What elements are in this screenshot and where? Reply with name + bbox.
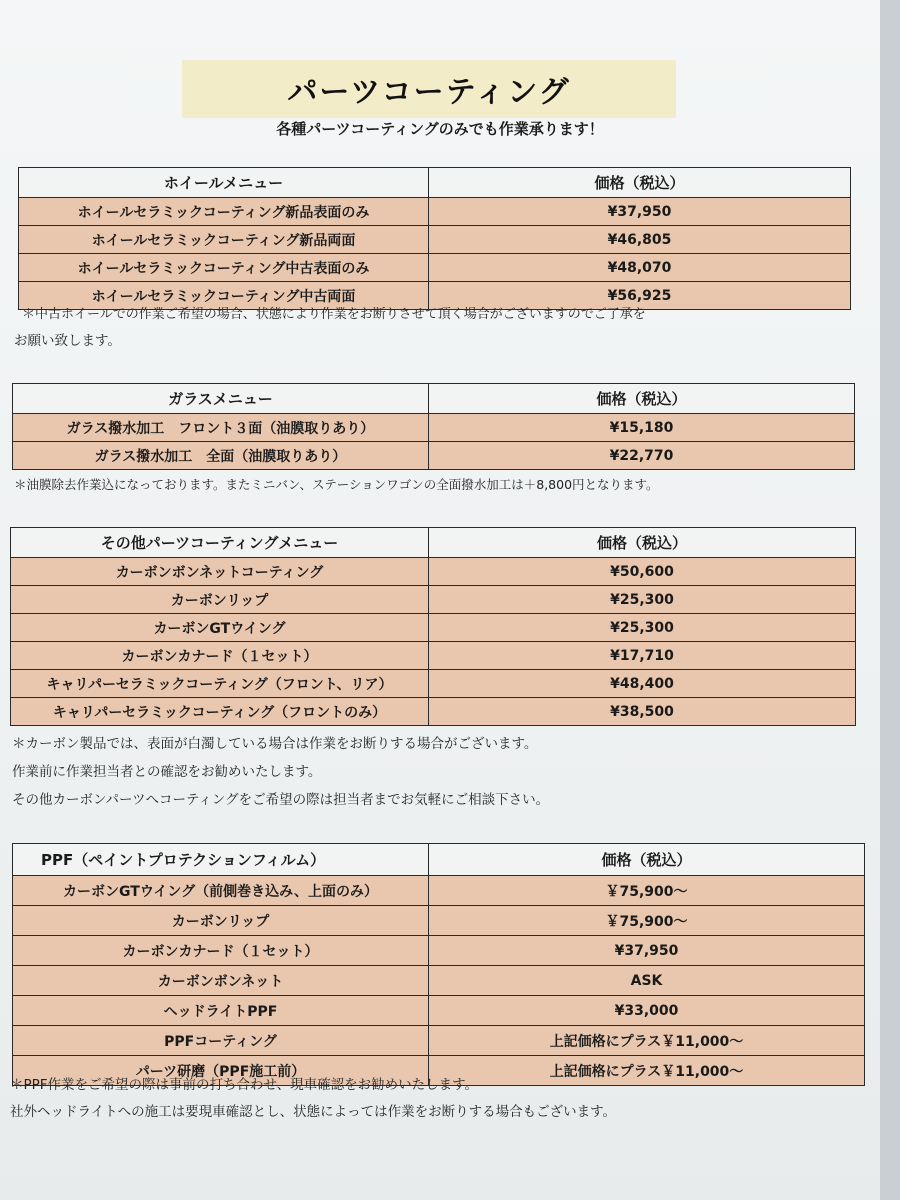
table-row (13, 906, 865, 936)
title-banner (182, 60, 676, 118)
item-price: ¥17,710 (429, 642, 856, 670)
item-price: ¥50,600 (429, 558, 856, 586)
wheel-menu-table (18, 167, 851, 310)
item-price: ¥25,300 (429, 586, 856, 614)
item-name: カーボンカナード（１セット） (11, 642, 429, 670)
table-row (13, 442, 855, 470)
item-price: ¥33,000 (429, 996, 865, 1026)
item-name: キャリパーセラミックコーティング（フロント、リア） (11, 670, 429, 698)
table-row (11, 642, 856, 670)
glass-menu-table (12, 383, 855, 470)
wheel-note (14, 302, 872, 354)
item-price: ¥48,400 (429, 670, 856, 698)
subtitle: 各種パーツコーティングのみでも作業承ります！ (276, 120, 604, 138)
item-name: カーボンボンネット (13, 966, 429, 996)
item-name: カーボンカナード（１セット） (13, 936, 429, 966)
item-price: ￥75,900～ (429, 876, 865, 906)
item-price: ASK (429, 966, 865, 996)
note-line: その他カーボンパーツへコーティングをご希望の際は担当者までお気軽にご相談下さい。 (12, 792, 550, 808)
other-parts-note (12, 730, 872, 814)
glass-menu-header: ガラスメニュー (13, 384, 429, 414)
item-name: カーボンリップ (13, 906, 429, 936)
glass-note (14, 472, 874, 498)
ppf-menu-header: PPF（ペイントプロテクションフィルム） (13, 844, 429, 876)
table-row (13, 1026, 865, 1056)
price-header: 価格（税込） (429, 384, 855, 414)
table-row (11, 670, 856, 698)
page-title: パーツコーティング (287, 75, 571, 110)
item-name: ガラス撥水加工 全面（油膜取りあり） (13, 442, 429, 470)
note-line: ＊PPF作業をご希望の際は事前の打ち合わせ、現車確認をお勧めいたします。 (10, 1077, 479, 1093)
item-price: ¥56,925 (429, 282, 851, 310)
note-line: 作業前に作業担当者との確認をお勧めいたします。 (12, 764, 322, 780)
price-header: 価格（税込） (429, 528, 856, 558)
table-row (13, 936, 865, 966)
item-name: PPFコーティング (13, 1026, 429, 1056)
item-price: 上記価格にプラス￥11,000～ (429, 1026, 865, 1056)
note-line: 社外ヘッドライトへの施工は要現車確認とし、状態によっては作業をお断りする場合もございます。 (10, 1104, 617, 1120)
table-row (11, 698, 856, 726)
item-name: ホイールセラミックコーティング新品表面のみ (19, 198, 429, 226)
table-row (19, 254, 851, 282)
item-name: ガラス撥水加工 フロント３面（油膜取りあり） (13, 414, 429, 442)
table-row (19, 226, 851, 254)
item-price: 上記価格にプラス￥11,000～ (429, 1056, 865, 1086)
item-price: ¥25,300 (429, 614, 856, 642)
note-line: お願い致します。 (14, 333, 121, 349)
ppf-menu-table (12, 843, 865, 1086)
item-price: ¥22,770 (429, 442, 855, 470)
item-price: ¥46,805 (429, 226, 851, 254)
item-name: カーボンGTウイング（前側巻き込み、上面のみ） (13, 876, 429, 906)
item-name: キャリパーセラミックコーティング（フロントのみ） (11, 698, 429, 726)
item-name: ホイールセラミックコーティング新品両面 (19, 226, 429, 254)
table-row (13, 414, 855, 442)
item-price: ¥37,950 (429, 198, 851, 226)
item-price: ¥38,500 (429, 698, 856, 726)
table-row (19, 198, 851, 226)
ppf-note (10, 1072, 870, 1126)
item-price: ¥15,180 (429, 414, 855, 442)
table-row (13, 876, 865, 906)
item-name: ホイールセラミックコーティング中古表面のみ (19, 254, 429, 282)
item-name: ホイールセラミックコーティング中古両面 (19, 282, 429, 310)
table-row (13, 996, 865, 1026)
item-price: ¥37,950 (429, 936, 865, 966)
item-price: ¥48,070 (429, 254, 851, 282)
other-parts-menu-header: その他パーツコーティングメニュー (11, 528, 429, 558)
other-parts-menu-table (10, 527, 856, 726)
wheel-menu-header: ホイールメニュー (19, 168, 429, 198)
table-row (11, 558, 856, 586)
background-edge (880, 0, 900, 1200)
item-price: ￥75,900～ (429, 906, 865, 936)
price-header: 価格（税込） (429, 844, 865, 876)
note-line: ＊カーボン製品では、表面が白濁している場合は作業をお断りする場合がございます。 (12, 736, 538, 752)
note-line: ＊中古ホイールでの作業ご希望の場合、状態により作業をお断りさせて頂く場合がございますのでご了承を (22, 307, 646, 322)
item-name: カーボンリップ (11, 586, 429, 614)
item-name: カーボンGTウイング (11, 614, 429, 642)
table-row (11, 586, 856, 614)
table-row (11, 614, 856, 642)
table-row (13, 966, 865, 996)
note-line: ＊油膜除去作業込になっております。またミニバン、ステーションワゴンの全面撥水加工は＋8,800円となります。 (14, 477, 659, 492)
item-name: ヘッドライトPPF (13, 996, 429, 1026)
item-name: パーツ研磨（PPF施工前） (13, 1056, 429, 1086)
price-header: 価格（税込） (429, 168, 851, 198)
item-name: カーボンボンネットコーティング (11, 558, 429, 586)
